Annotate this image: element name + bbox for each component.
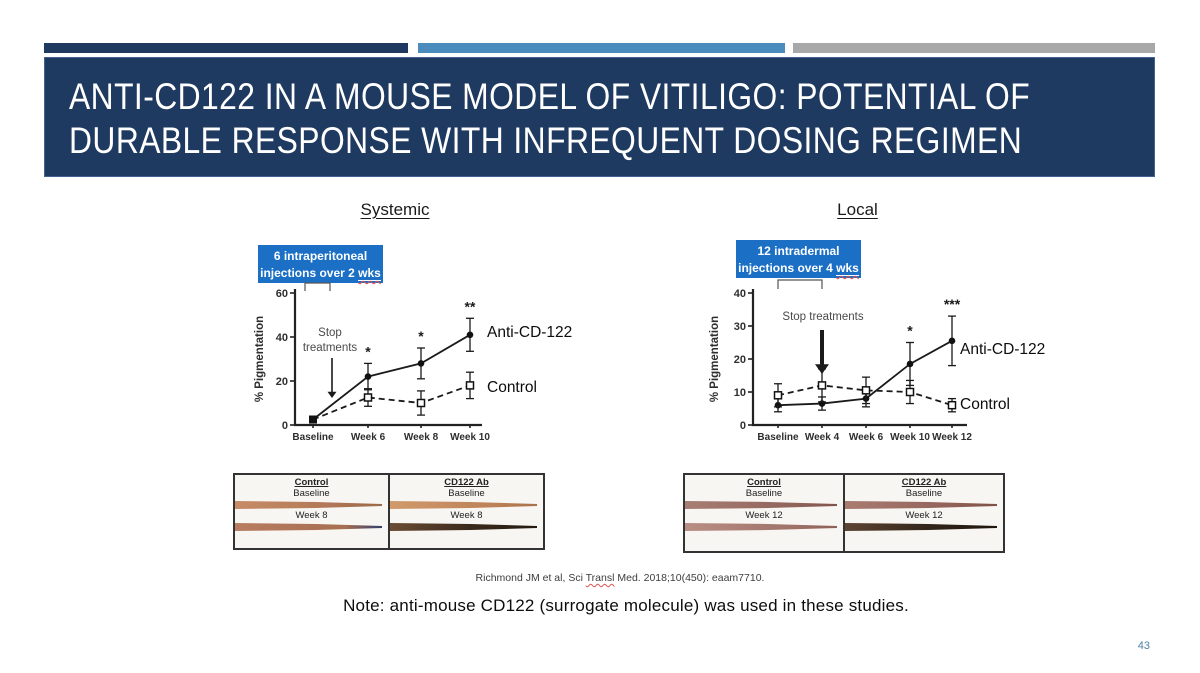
legend — [487, 324, 572, 396]
baseline-marker — [309, 416, 317, 424]
local-injection-line2 — [736, 260, 861, 277]
series-Control — [309, 372, 474, 423]
svg-text:Week 6: Week 6 — [848, 432, 884, 443]
note-text: Note: anti-mouse CD122 (surrogate molecule) was used in these studies. — [343, 596, 909, 615]
title-banner — [44, 57, 1155, 177]
significance-marker: *** — [943, 296, 961, 313]
accent-bar-navy — [44, 43, 408, 53]
mouse-tail-image — [390, 501, 537, 509]
photo-header: Control — [747, 477, 781, 488]
mouse-tail-image — [235, 523, 382, 531]
local-chart-svg — [705, 278, 1075, 453]
photo-header: Control — [294, 477, 329, 488]
stop-treatments-annotation — [782, 311, 863, 374]
local-injection-line2-prefix: injections over 4 — [738, 261, 837, 275]
legend-anti-cd122: Anti-CD-122 — [960, 341, 1046, 358]
photo-week-label: Week 12 — [745, 510, 783, 521]
local-heading: Local — [837, 200, 878, 219]
mouse-tail-image — [390, 523, 537, 531]
systemic-control-photo-column — [235, 475, 388, 548]
systemic-heading: Systemic — [360, 200, 430, 219]
svg-text:Week 6: Week 6 — [350, 432, 386, 443]
systemic-injection-line1: 6 intraperitoneal — [273, 249, 368, 263]
svg-text:10: 10 — [733, 387, 746, 399]
accent-bar-gray — [793, 43, 1155, 53]
photo-baseline-label: Baseline — [905, 488, 943, 499]
slide-title-line2: DURABLE RESPONSE WITH INFREQUENT DOSING REGIMEN — [69, 120, 1023, 161]
local-cd122-photo-column — [843, 475, 1003, 551]
significance-marker: * — [907, 322, 913, 339]
svg-text:Baseline: Baseline — [292, 432, 334, 443]
systemic-chart — [250, 278, 580, 453]
series-Control — [774, 369, 956, 412]
accent-bar-blue — [418, 43, 785, 53]
mouse-tail-image — [845, 523, 997, 531]
svg-text:Stop treatments: Stop treatments — [782, 311, 864, 323]
stop-treatments-annotation — [303, 327, 358, 398]
svg-text:30: 30 — [733, 321, 746, 333]
svg-text:Week 8: Week 8 — [403, 432, 439, 443]
systemic-photo-panel — [233, 473, 545, 550]
significance-marker: * — [365, 343, 371, 360]
svg-text:20: 20 — [733, 354, 746, 366]
mouse-tail-image — [685, 523, 837, 531]
svg-text:40: 40 — [733, 288, 746, 300]
svg-text:0: 0 — [739, 420, 746, 432]
citation-misspelled-word: Transl — [585, 572, 615, 584]
legend — [960, 341, 1045, 413]
local-injection-line1: 12 intradermal — [757, 244, 840, 258]
y-axis-label: % Pigmentation — [709, 315, 721, 403]
local-control-photo-column — [685, 475, 843, 551]
systemic-chart-svg — [250, 278, 580, 453]
mouse-tail-image — [845, 501, 997, 509]
axes — [254, 288, 490, 443]
photo-week-label: Week 12 — [905, 510, 943, 521]
photo-week-label: Week 8 — [295, 510, 328, 521]
systemic-cd122-photo-column — [388, 475, 543, 548]
local-injection-wks: wks — [836, 261, 859, 275]
svg-text:Stop: Stop — [318, 327, 342, 339]
legend-control: Control — [960, 396, 1010, 413]
photo-week-label: Week 8 — [450, 510, 483, 521]
local-injection-callout — [736, 240, 861, 278]
y-axis-label: % Pigmentation — [254, 315, 266, 403]
citation — [20, 572, 1200, 584]
svg-text:Week 12: Week 12 — [932, 432, 972, 443]
svg-text:treatments: treatments — [302, 342, 358, 354]
photo-header: CD122 Ab — [901, 477, 947, 488]
photo-header: CD122 Ab — [444, 477, 489, 488]
slide-title-line1: ANTI-CD122 IN A MOUSE MODEL OF VITILIGO: POTENTIAL OF — [69, 76, 1031, 117]
svg-text:20: 20 — [275, 376, 288, 388]
local-chart — [705, 278, 1075, 453]
significance-marker: ** — [464, 298, 476, 315]
photo-baseline-label: Baseline — [293, 488, 330, 499]
citation-suffix: Med. 2018;10(450): eaam7710. — [614, 572, 765, 584]
systemic-injection-line2-prefix: injections over 2 — [260, 266, 359, 280]
photo-baseline-label: Baseline — [745, 488, 783, 499]
mouse-tail-image — [685, 501, 837, 509]
legend-anti-cd122: Anti-CD-122 — [487, 324, 573, 341]
mouse-tail-image — [235, 501, 382, 509]
slide-title — [69, 75, 1030, 163]
local-photo-panel — [683, 473, 1005, 553]
svg-text:40: 40 — [275, 332, 288, 344]
svg-text:Baseline: Baseline — [757, 432, 799, 443]
injection-span-bracket — [305, 283, 330, 291]
photo-baseline-label: Baseline — [448, 488, 485, 499]
page-number: 43 — [1137, 640, 1150, 652]
significance-marker: * — [418, 328, 424, 344]
svg-text:Week 10: Week 10 — [450, 432, 490, 443]
svg-text:Week 4: Week 4 — [804, 432, 840, 443]
svg-text:Week 10: Week 10 — [890, 432, 930, 443]
legend-control: Control — [487, 379, 537, 396]
svg-text:60: 60 — [275, 288, 288, 300]
injection-span-bracket — [778, 280, 822, 289]
systemic-injection-wks: wks — [358, 266, 381, 280]
citation-prefix: Richmond JM et al, Sci — [475, 572, 586, 584]
svg-text:0: 0 — [281, 420, 288, 432]
